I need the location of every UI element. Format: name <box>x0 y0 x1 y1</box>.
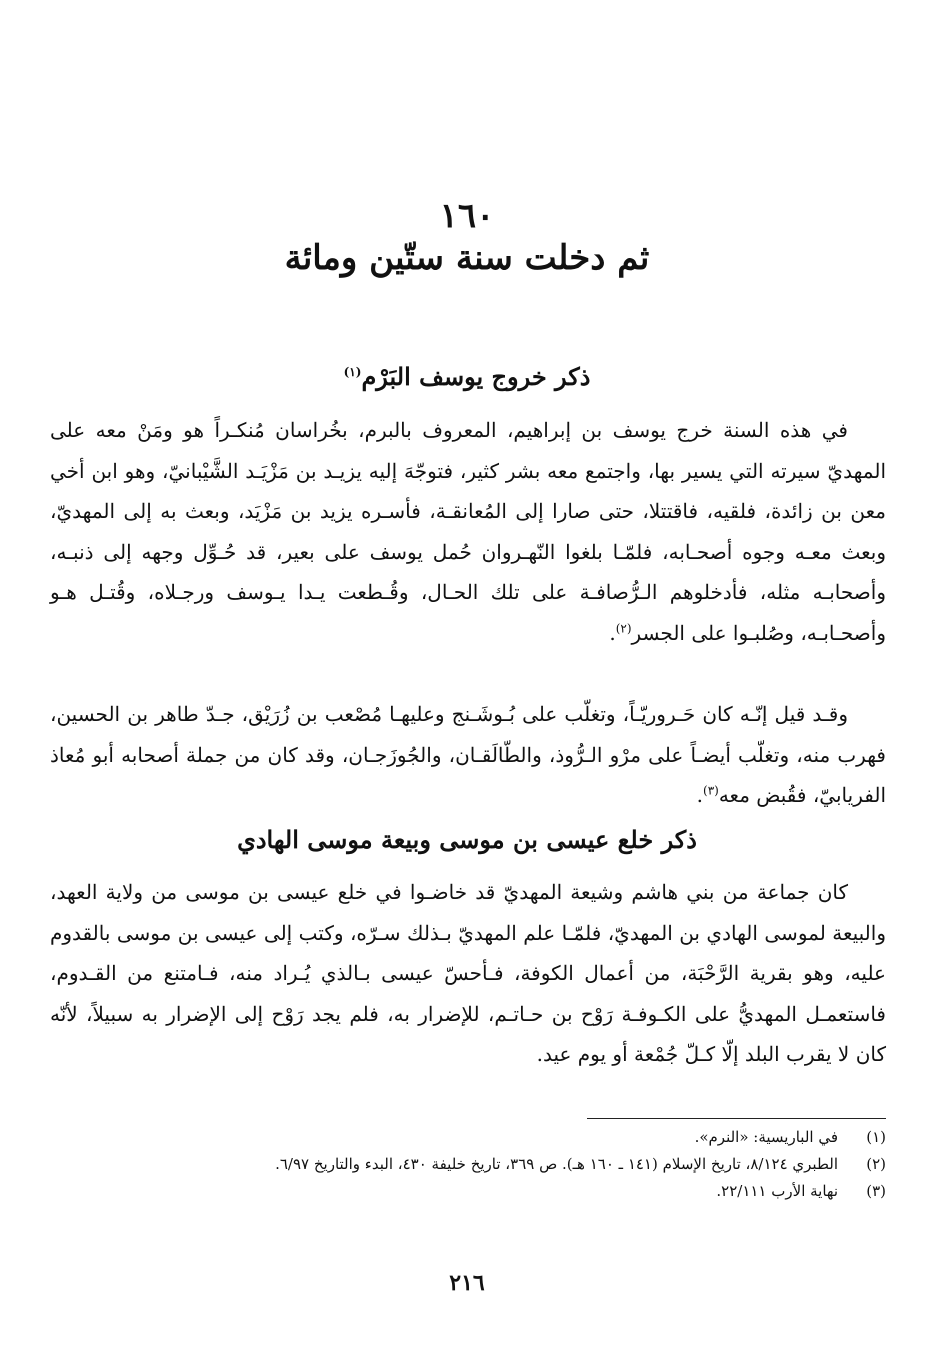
footnote-ref-3: (٣) <box>703 783 719 798</box>
section-heading-2: ذكر خلع عيسى بن موسى وبيعة موسى الهادي <box>237 825 697 854</box>
footnote-ref-2: (٢) <box>615 620 632 635</box>
footnote-text: في الباريسية: «النرم». <box>694 1128 838 1146</box>
paragraph-2 <box>50 694 886 816</box>
footnote-item <box>50 1151 886 1178</box>
footnote-divider <box>587 1118 886 1119</box>
paragraph-2-text: وقـد قيل إنّـه كان حَـروريّـاً، وتغلّب على بُـوشَـنج وعليهـا مُصْعب بن زُرَيْق، جـدّ طاهر بن الحسين، فهرب منه، وتغلّب أيضـاً على مرْو الـرُّوذ، والطّالَقـان، والجُوزَجـان، وقد كان من جملة أصحابه أبو مُعاذ الفريابيّ، فقُبض معه <box>50 702 886 807</box>
footnote-text: الطبري ٨/١٢٤، تاريخ الإسلام (١٤١ ـ ١٦٠ هـ). ص ٣٦٩، تاريخ خليفة ٤٣٠، البدء والتاريخ ٦/٩٧. <box>275 1155 838 1173</box>
footnote-item <box>50 1124 886 1151</box>
footnote-text: نهاية الأرب ٢٢/١١١. <box>716 1182 838 1200</box>
paragraph-3: كان جماعة من بني هاشم وشيعة المهديّ قد خاضـوا في خلع عيسى بن موسى من ولاية العهد، والبيعة لموسى الهادي بن المهديّ، فلمّـا علم المهديّ بـذلك سـرّه، وكتب إلى عيسى بن موسى بالقدوم عليه، وهو بقرية الرَّحْبَة، من أعمال الكوفة، فـأحسّ عيسى بـالذي يُـراد منه، فـامتنع من القـدوم، فاستعمـل المهديُّ على الكـوفـة رَوْح بن حـاتـم، للإضرار به، فلم يجد رَوْح إلى الإضرار به سبيلاً، لأنّه كان لا يقرب البلد إلّا كـلّ جُمْعة أو يوم عيد. <box>50 880 886 1066</box>
footnote-item <box>50 1178 886 1205</box>
paragraph-2-end: . <box>696 783 703 807</box>
page-number: ٢١٦ <box>449 1270 485 1296</box>
footnotes <box>50 1124 886 1205</box>
section-heading-1 <box>50 357 884 397</box>
year-number: ١٦٠ <box>439 196 495 236</box>
paragraph-1 <box>50 410 886 653</box>
section-heading-1-text: ذكر خروج يوسف البَرْم <box>361 362 591 391</box>
paragraph-1-end: . <box>609 620 616 645</box>
footnote-number: (٢) <box>866 1155 886 1173</box>
footnote-number: (٣) <box>866 1182 886 1200</box>
paragraph-1-text: في هذه السنة خرج يوسف بن إبراهيم، المعروف بالبرم، بخُراسان مُنكـراً هو ومَنْ معه على المهديّ سيرته التي يسير بها، واجتمع معه بشر كثير، فتوجّهَ إليه يزيـد بن مَزْيَـد الشَّيْبانيّ، وهو ابن أخي معن بن زائدة، فلقيه، فاقتتلا، حتى صارا إلى المُعانقـة، فأسـره يزيد بن مَزْيَد، وبعث به إلى المهديّ، وبعث معـه وجوه أصحـابه، فلمّـا بلغوا النّهـروان حُمل يوسف على بعير، قد حُـوِّل وجهه إلى ذنبـه، وأصحابـه مثله، فأدخلوهم الـرُّصافـة على تلك الحـال، وقُـطعت يـدا يـوسف ورجـلاه، وقُتـل هـو وأصحـابـه، وصُلبـوا على الجسر <box>50 418 886 645</box>
footnote-number: (١) <box>866 1128 886 1146</box>
chapter-title: ثم دخلت سنة ستّين ومائة <box>284 238 650 278</box>
footnote-ref-1: (١) <box>343 365 362 379</box>
